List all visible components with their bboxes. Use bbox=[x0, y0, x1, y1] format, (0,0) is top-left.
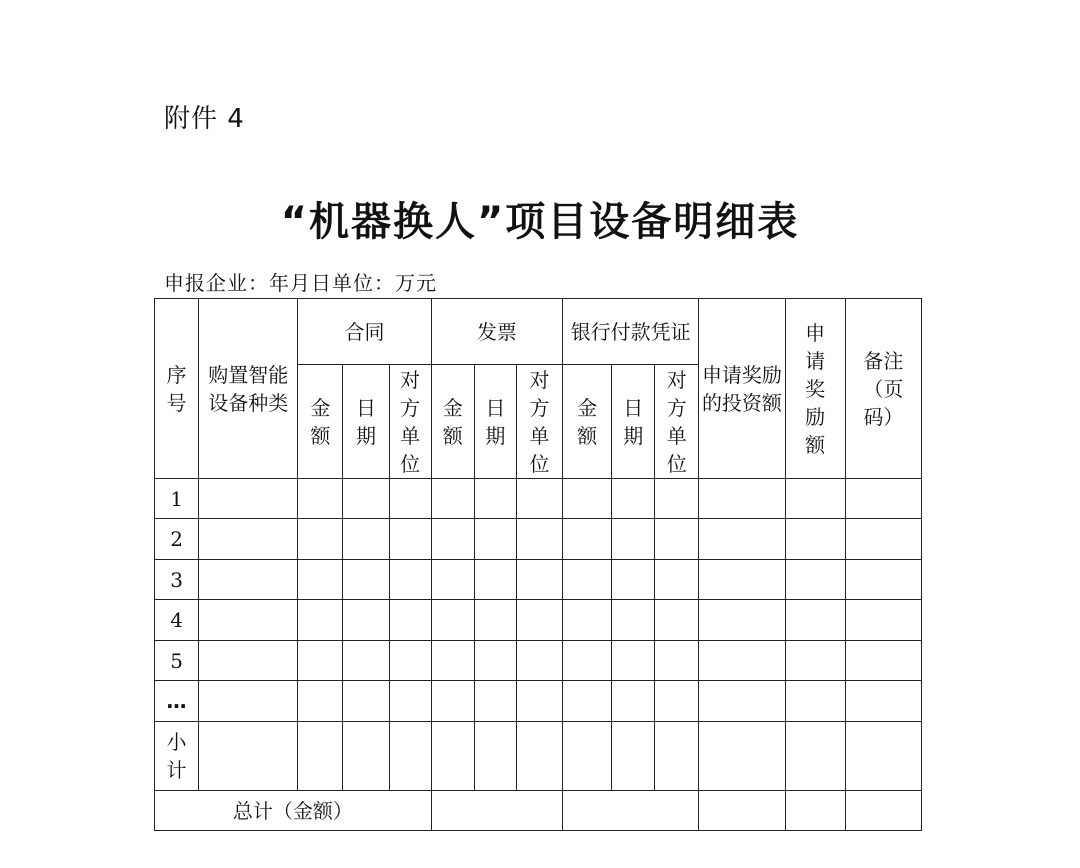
bank-party-header: 对方单位 bbox=[655, 365, 699, 479]
subtotal-label: 小计 bbox=[155, 722, 199, 791]
invoice-party-header: 对方单位 bbox=[516, 365, 562, 479]
header-device-type: 购置智能设备种类 bbox=[199, 299, 298, 479]
bank-amount-header: 金额 bbox=[563, 365, 612, 479]
header-invest-amount: 申请奖励的投资额 bbox=[699, 299, 785, 479]
header-contract: 合同 bbox=[298, 299, 431, 365]
attachment-label: 附件 4 bbox=[164, 104, 245, 134]
table-row bbox=[155, 560, 922, 600]
total-row bbox=[155, 791, 922, 831]
page-title: “机器换人”项目设备明细表 bbox=[280, 199, 800, 245]
header-row-1 bbox=[155, 299, 922, 365]
applicant-unit-line: 申报企业：年月日单位：万元 bbox=[164, 271, 437, 295]
row-seq: 5 bbox=[155, 641, 199, 681]
row-seq: 2 bbox=[155, 519, 199, 560]
table-row bbox=[155, 641, 922, 681]
header-reward-amount: 申请奖励额 bbox=[785, 299, 845, 479]
contract-party-header: 对方单位 bbox=[389, 365, 431, 479]
invoice-amount-header: 金额 bbox=[431, 365, 474, 479]
row-seq: … bbox=[155, 681, 199, 722]
table-row bbox=[155, 681, 922, 722]
contract-amount-header: 金额 bbox=[298, 365, 343, 479]
total-label: 总计（金额） bbox=[155, 791, 432, 831]
row-seq: 3 bbox=[155, 560, 199, 600]
equipment-detail-table bbox=[154, 298, 922, 831]
header-invoice: 发票 bbox=[431, 299, 562, 365]
header-seq: 序号 bbox=[155, 299, 199, 479]
row-seq: 4 bbox=[155, 600, 199, 641]
invoice-date-header: 日期 bbox=[474, 365, 516, 479]
table-row bbox=[155, 479, 922, 519]
bank-date-header: 日期 bbox=[612, 365, 655, 479]
row-seq: 1 bbox=[155, 479, 199, 519]
subtotal-row bbox=[155, 722, 922, 791]
header-bank-voucher: 银行付款凭证 bbox=[563, 299, 699, 365]
header-note: 备注（页码） bbox=[845, 299, 921, 479]
contract-date-header: 日期 bbox=[343, 365, 389, 479]
table-row bbox=[155, 519, 922, 560]
table-row bbox=[155, 600, 922, 641]
